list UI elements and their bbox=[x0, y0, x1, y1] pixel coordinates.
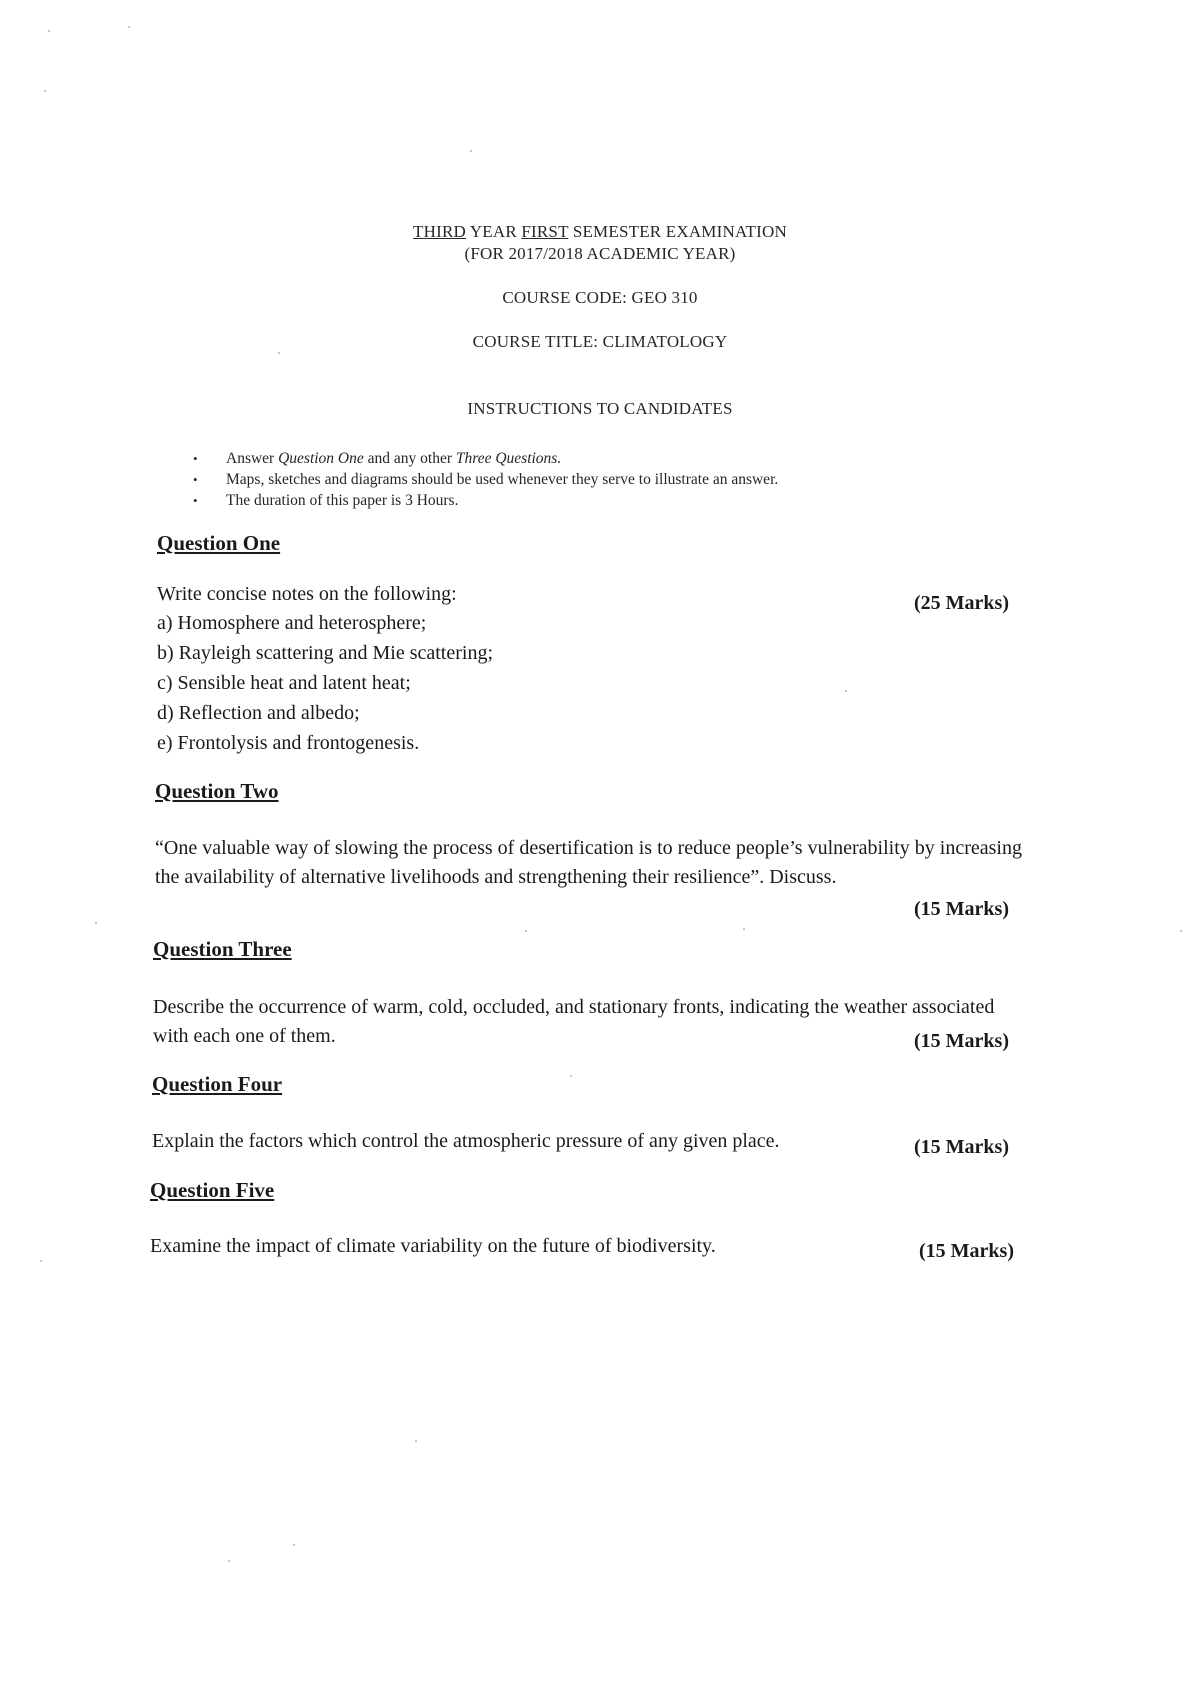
exam-title bbox=[0, 222, 1200, 242]
exam-title-rest: SEMESTER EXAMINATION bbox=[572, 222, 787, 241]
exam-title-third: THIRD bbox=[413, 222, 466, 241]
scan-speck bbox=[525, 930, 527, 932]
course-title: COURSE TITLE: CLIMATOLOGY bbox=[472, 332, 728, 351]
scan-speck bbox=[1180, 930, 1182, 932]
question-one-heading: Question One bbox=[157, 531, 281, 555]
instructions-title: INSTRUCTIONS TO CANDIDATES bbox=[467, 399, 733, 418]
scan-speck bbox=[743, 928, 745, 930]
question-four-marks: (15 Marks) bbox=[914, 1136, 1009, 1158]
scan-speck bbox=[293, 1544, 295, 1546]
question-three-marks: (15 Marks) bbox=[914, 1030, 1009, 1052]
course-code: COURSE CODE: GEO 310 bbox=[502, 288, 698, 307]
scan-speck bbox=[470, 150, 472, 152]
academic-year: (FOR 2017/2018 ACADEMIC YEAR) bbox=[464, 244, 736, 263]
question-two-text: “One valuable way of slowing the process of desertification is to reduce people’s vulnerability by increasing the availability of alternative livelihoods and strengthening their resilience”. Discuss. bbox=[155, 837, 1022, 888]
list-item: d) Reflection and albedo; bbox=[157, 702, 360, 724]
instruction-item: • Answer Question One and any other Three Questions. bbox=[193, 448, 778, 469]
scan-speck bbox=[278, 352, 280, 354]
question-three-heading: Question Three bbox=[153, 937, 292, 961]
scan-speck bbox=[48, 30, 50, 32]
scan-speck bbox=[845, 690, 847, 692]
list-item: c) Sensible heat and latent heat; bbox=[157, 672, 411, 694]
question-five-text: Examine the impact of climate variability on the future of biodiversity. bbox=[150, 1235, 716, 1257]
scan-speck bbox=[415, 1440, 417, 1442]
question-two-heading: Question Two bbox=[155, 779, 279, 803]
instructions-list bbox=[193, 448, 778, 511]
question-one-items bbox=[157, 608, 493, 758]
list-item: e) Frontolysis and frontogenesis. bbox=[157, 732, 420, 754]
question-one-text: Write concise notes on the following: bbox=[157, 583, 457, 605]
scan-speck bbox=[228, 1560, 230, 1562]
scan-speck bbox=[570, 1075, 572, 1077]
exam-title-year: YEAR bbox=[469, 222, 517, 241]
scan-speck bbox=[128, 26, 130, 28]
scan-speck bbox=[40, 1260, 42, 1262]
list-item: b) Rayleigh scattering and Mie scattering; bbox=[157, 642, 494, 664]
question-two-marks: (15 Marks) bbox=[914, 898, 1009, 920]
question-five-heading: Question Five bbox=[150, 1178, 275, 1202]
question-four-text: Explain the factors which control the atmospheric pressure of any given place. bbox=[152, 1130, 780, 1152]
scan-speck bbox=[95, 922, 97, 924]
instruction-item: • The duration of this paper is 3 Hours. bbox=[193, 490, 778, 511]
instruction-item: • Maps, sketches and diagrams should be used whenever they serve to illustrate an answer. bbox=[193, 469, 778, 490]
question-three-text: Describe the occurrence of warm, cold, occluded, and stationary fronts, indicating the weather associated with each one of them. bbox=[153, 996, 995, 1047]
list-item: a) Homosphere and heterosphere; bbox=[157, 612, 427, 634]
question-five-marks: (15 Marks) bbox=[919, 1240, 1014, 1262]
exam-title-first: FIRST bbox=[521, 222, 569, 241]
question-four-heading: Question Four bbox=[152, 1072, 283, 1096]
scan-speck bbox=[44, 90, 46, 92]
question-one-marks: (25 Marks) bbox=[914, 592, 1009, 614]
